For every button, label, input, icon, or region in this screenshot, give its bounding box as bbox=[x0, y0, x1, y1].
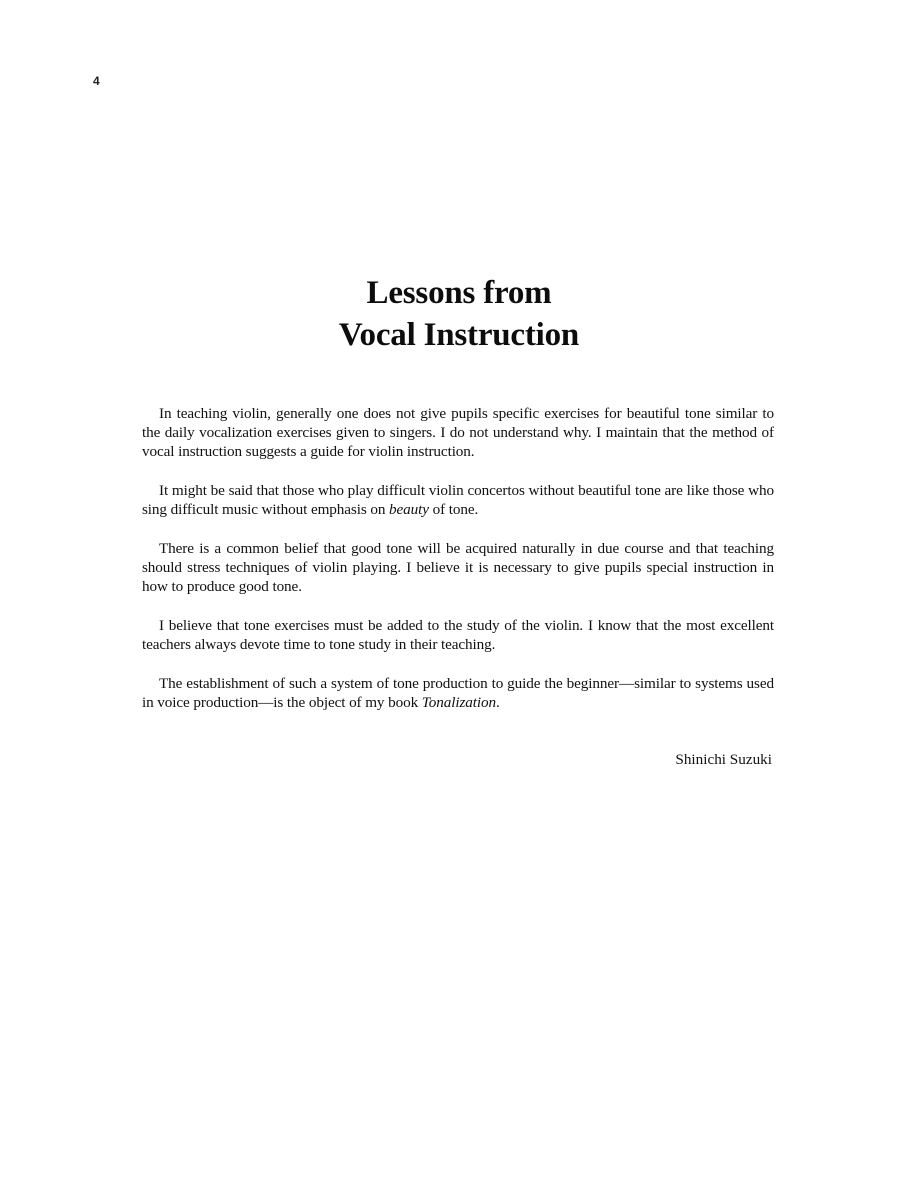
paragraph-3: There is a common belief that good tone will be acquired naturally in due course and that teaching should stress techniques of violin playing. I believe it is necessary to give pupils special instruction in how to produce good tone. bbox=[142, 540, 774, 595]
page-title bbox=[0, 272, 900, 356]
paragraph-4: I believe that tone exercises must be added to the study of the violin. I know that the most excellent teachers always devote time to tone study in their teaching. bbox=[142, 617, 774, 653]
paragraph-5-text-b: . bbox=[496, 694, 500, 711]
paragraph-2-emphasis: beauty bbox=[389, 501, 429, 518]
title-line-1: Lessons from bbox=[366, 275, 552, 311]
page-number: 4 bbox=[93, 74, 100, 88]
paragraph-2 bbox=[142, 481, 774, 519]
paragraph-5-book-title: Tonalization bbox=[421, 694, 496, 711]
title-line-2: Vocal Instruction bbox=[338, 317, 580, 353]
body-text bbox=[142, 404, 774, 732]
paragraph-5-text-a: The establishment of such a system of tone production to guide the beginner—similar to systems used in voice production—is the object of my book bbox=[142, 675, 774, 711]
author-signature: Shinichi Suzuki bbox=[675, 751, 772, 768]
paragraph-2-text-b: of tone. bbox=[428, 501, 479, 518]
paragraph-5 bbox=[142, 674, 774, 712]
paragraph-2-text-a: It might be said that those who play difficult violin concertos without beautiful tone are like those who sing difficult music without emphasis on bbox=[142, 482, 774, 518]
paragraph-1: In teaching violin, generally one does not give pupils specific exercises for beautiful tone similar to the daily vocalization exercises given to singers. I do not understand why. I maintain that the method of vocal instruction suggests a guide for violin instruction. bbox=[142, 405, 774, 460]
